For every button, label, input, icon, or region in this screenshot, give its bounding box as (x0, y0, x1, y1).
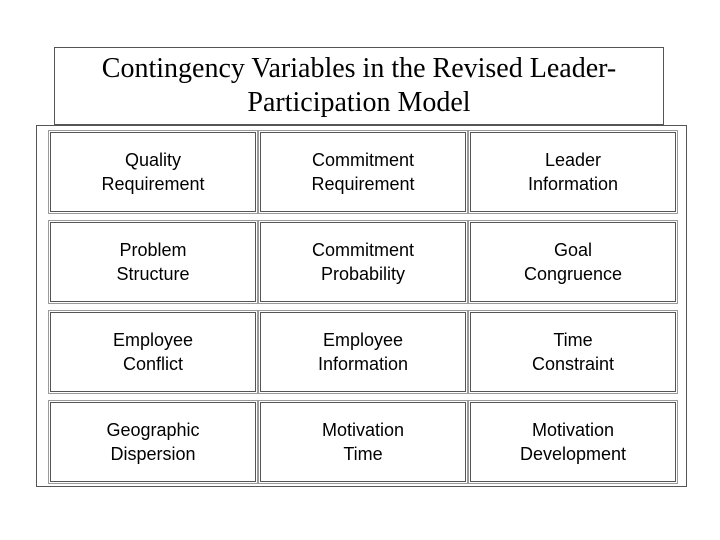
variable-cell-goal-congruence (470, 222, 676, 302)
variable-cell-commitment-probability (260, 222, 466, 302)
variable-label: Motivation Time (321, 420, 405, 464)
variable-cell-time-constraint (470, 312, 676, 392)
variable-label: Geographic Dispersion (106, 420, 200, 464)
variable-cell-motivation-development (470, 402, 676, 482)
variable-cell-leader-information (470, 132, 676, 212)
variable-label: Problem Structure (116, 240, 190, 284)
variable-cell-motivation-time (260, 402, 466, 482)
title-box (54, 47, 664, 125)
variable-cell-employee-conflict (50, 312, 256, 392)
variable-cell-geographic-dispersion (50, 402, 256, 482)
variable-cell-quality-requirement (50, 132, 256, 212)
variable-label: Goal Congruence (523, 240, 623, 284)
variable-label: Leader Information (527, 150, 619, 194)
variable-label: Employee Conflict (112, 330, 194, 374)
variable-label: Motivation Development (519, 420, 627, 464)
variable-label: Time Constraint (531, 330, 615, 374)
variable-label: Commitment Probability (311, 240, 414, 284)
variable-label: Employee Information (317, 330, 409, 374)
variables-grid (36, 125, 687, 487)
variable-label: Commitment Requirement (311, 150, 415, 194)
variable-label: Quality Requirement (101, 150, 205, 194)
variable-cell-employee-information (260, 312, 466, 392)
variable-cell-problem-structure (50, 222, 256, 302)
variable-cell-commitment-requirement (260, 132, 466, 212)
diagram-title: Contingency Variables in the Revised Leader- Participation Model (101, 53, 617, 118)
